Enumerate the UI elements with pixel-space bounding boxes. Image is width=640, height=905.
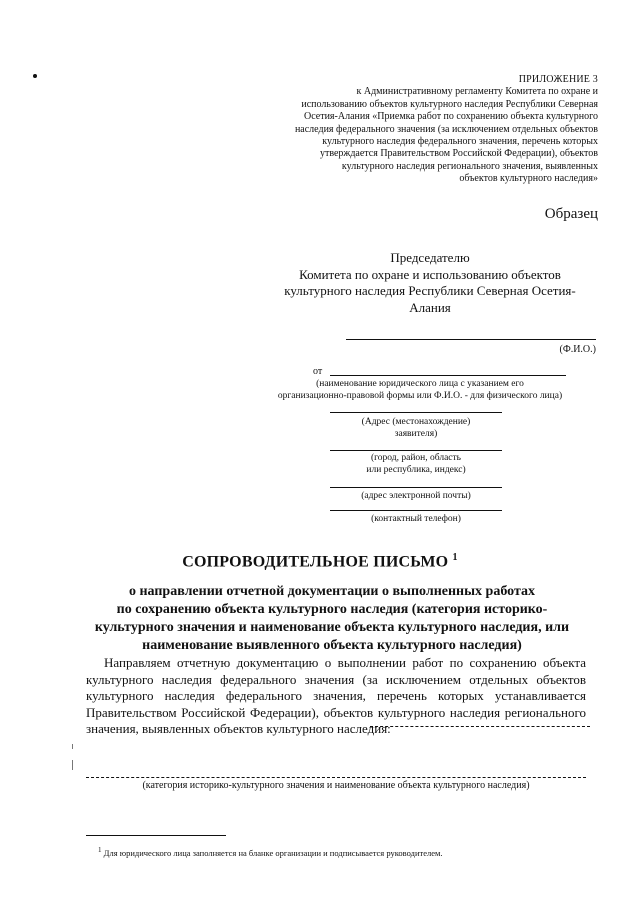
from-caption-line: организационно-правовой формы или Ф.И.О. - для физического лица) (277, 391, 563, 401)
scan-speck (33, 74, 37, 78)
city-caption-line: или республика, индекс) (366, 465, 466, 475)
sample-label: Образец (544, 206, 598, 222)
appendix-line: наследия федерального значения (за исключением отдельных объектов (294, 123, 598, 135)
addressee-line: культурного наследия Республики Северная Осетия- (284, 283, 576, 299)
document-title-text: СОПРОВОДИТЕЛЬНОЕ ПИСЬМО (182, 553, 449, 571)
title-footnote-mark: 1 (452, 552, 458, 563)
subtitle-line: культурного значения и наименование объекта культурного наследия, или (94, 620, 570, 635)
object-fill-line[interactable] (370, 726, 590, 727)
subtitle-line: по сохранению объекта культурного наследия (категория историко- (116, 602, 548, 617)
appendix-line: к Административному регламенту Комитета по охране и (356, 86, 598, 98)
appendix-line: утверждается Правительством Российской Федерации), объектов (319, 148, 598, 160)
object-caption: (категория историко-культурного значения и наименование объекта культурного наследия) (142, 780, 530, 791)
scan-mark (72, 760, 73, 770)
city-caption (316, 452, 516, 476)
address-caption-line: заявителя) (394, 429, 438, 439)
appendix-line: культурного наследия регионального значения, выявленных (341, 160, 598, 172)
appendix-title: ПРИЛОЖЕНИЕ 3 (518, 74, 598, 85)
footnote (98, 846, 443, 858)
footnote-separator (86, 835, 226, 836)
appendix-line: объектов культурного наследия» (459, 173, 598, 185)
email-label: (адрес электронной почты) (361, 491, 471, 501)
from-label: от (313, 366, 323, 377)
fio-field[interactable] (346, 339, 596, 340)
footnote-text: Для юридического лица заполняется на бланке организации и подписывается руководителем. (103, 847, 443, 858)
document-title (0, 552, 640, 571)
city-caption-line: (город, район, область (370, 453, 462, 463)
addressee-line: Алания (409, 299, 451, 315)
from-caption (250, 378, 590, 402)
appendix-line: культурного наследия федерального значения, перечень которых (322, 136, 598, 148)
subtitle-line: наименование выявленного объекта культурного наследия) (142, 638, 522, 653)
from-field[interactable] (330, 375, 566, 376)
addressee-line: Комитета по охране и использованию объектов (299, 266, 561, 282)
footnote-mark: 1 (98, 846, 102, 854)
object-fill-line-2[interactable] (86, 777, 586, 778)
appendix-header (238, 74, 598, 186)
phone-label: (контактный телефон) (371, 514, 461, 524)
subtitle-line: о направлении отчетной документации о выполненных работах (128, 584, 536, 599)
addressee-block (255, 250, 605, 316)
address-caption-line: (Адрес (местонахождение) (361, 417, 471, 427)
city-field[interactable] (330, 450, 502, 451)
addressee-line: Председателю (390, 250, 470, 265)
fio-label: (Ф.И.О.) (559, 344, 596, 355)
address-caption (316, 416, 516, 440)
email-field[interactable] (330, 487, 502, 488)
document-subtitle (52, 583, 612, 655)
phone-field[interactable] (330, 510, 502, 511)
appendix-line: Осетия-Алания «Приемка работ по сохранению объекта культурного (303, 111, 598, 123)
from-caption-line: (наименование юридического лица с указанием его (316, 379, 524, 389)
body-paragraph: Направляем отчетную документацию о выполнении работ по сохранению объекта культурного наследия федерального значения (за исключением отдельных объектов культурного наследия федерального значения, перечень которых устанавливается Правительством Российской Федерации), объектов культурного наследия регионального значения, выявленных объектов культурного наследия: (86, 655, 586, 736)
scan-mark (72, 744, 73, 749)
address-field[interactable] (330, 412, 502, 413)
appendix-line: использованию объектов культурного наследия Республики Северная (301, 98, 598, 110)
